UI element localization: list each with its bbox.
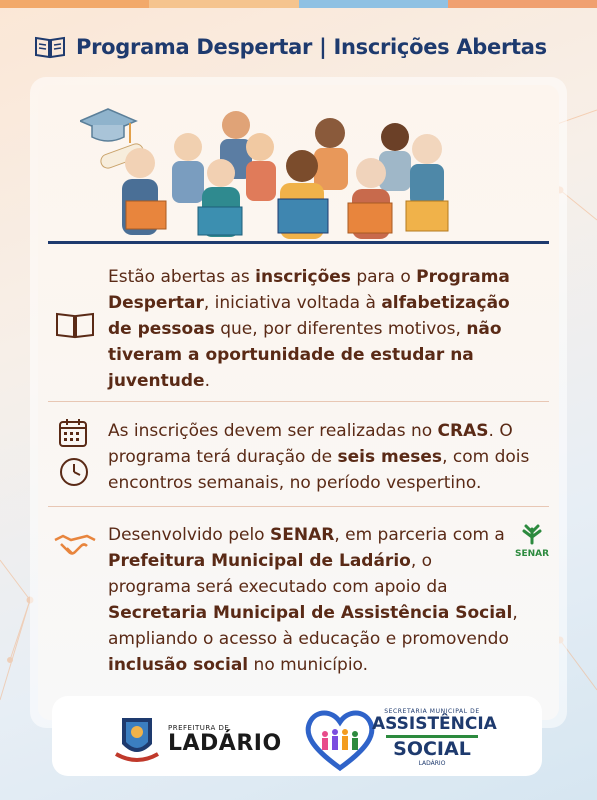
body-text: , o programa será executado com apoio da bbox=[108, 551, 448, 597]
body-text: , em parceria com a bbox=[334, 525, 505, 545]
body-text: Estão abertas as bbox=[108, 267, 256, 287]
section-divider bbox=[48, 401, 549, 402]
senar-leaf-icon bbox=[518, 523, 546, 545]
bold-text: inscrições bbox=[255, 267, 351, 287]
bold-text: não tiveram a oportunidade de estudar na juventude bbox=[108, 319, 502, 391]
body-text: As inscrições devem ser realizadas no bbox=[108, 421, 438, 441]
section-registration-info bbox=[108, 418, 538, 496]
assistencia-text: ASSISTÊNCIA bbox=[372, 714, 497, 734]
body-text: , com dois encontros semanais, no período vespertino. bbox=[108, 447, 530, 493]
body-text: Desenvolvido pelo bbox=[108, 525, 270, 545]
section-divider bbox=[48, 506, 549, 507]
ladario-small-text: LADÁRIO bbox=[418, 760, 446, 767]
bold-text: CRAS bbox=[437, 421, 489, 441]
secretaria-small-text: SECRETARIA MUNICIPAL DE bbox=[384, 708, 480, 715]
senar-logo bbox=[514, 523, 550, 559]
body-text: no município. bbox=[248, 655, 369, 675]
prefeitura-name: LADÁRIO bbox=[168, 731, 282, 756]
ladario-coat-of-arms bbox=[112, 714, 162, 770]
section-partnership bbox=[108, 522, 518, 678]
assistencia-heart-logo bbox=[302, 706, 378, 776]
bold-text: Programa Despertar bbox=[108, 267, 510, 313]
assistencia-logo-text bbox=[372, 708, 497, 767]
prefeitura-logo bbox=[168, 724, 298, 756]
page-title: Programa Despertar | Inscrições Abertas bbox=[76, 35, 547, 59]
book-icon bbox=[55, 310, 95, 340]
bold-text: seis meses bbox=[337, 447, 443, 467]
prefeitura-small-text: PREFEITURA DE bbox=[168, 724, 230, 732]
senar-label: SENAR bbox=[514, 549, 550, 559]
body-text: que, por diferentes motivos, bbox=[214, 319, 467, 339]
bold-text: Secretaria Municipal de Assistência Social bbox=[108, 603, 513, 623]
handshake-icon bbox=[53, 530, 97, 560]
people-group bbox=[122, 111, 448, 239]
page-header bbox=[34, 30, 547, 64]
body-text: . O programa terá duração de bbox=[108, 421, 513, 467]
body-text: para o bbox=[350, 267, 417, 287]
clock-icon bbox=[58, 456, 90, 488]
section-program-intro bbox=[108, 264, 518, 394]
body-text: , iniciativa voltada à bbox=[203, 293, 382, 313]
bold-text: inclusão social bbox=[108, 655, 249, 675]
illustration-underline bbox=[48, 241, 549, 244]
bold-text: Prefeitura Municipal de Ladário bbox=[108, 551, 411, 571]
heart-people-icon bbox=[302, 706, 378, 772]
coat-of-arms-icon bbox=[112, 714, 162, 766]
students-reading-illustration bbox=[80, 103, 547, 243]
book-open-icon bbox=[34, 35, 66, 59]
bold-text: SENAR bbox=[269, 525, 335, 545]
body-text: , ampliando o acesso à educação e promovendo bbox=[108, 603, 518, 649]
social-text: SOCIAL bbox=[393, 738, 471, 760]
body-text: . bbox=[204, 371, 210, 391]
calendar-icon bbox=[58, 418, 88, 448]
bold-text: alfabetização de pessoas bbox=[108, 293, 510, 339]
